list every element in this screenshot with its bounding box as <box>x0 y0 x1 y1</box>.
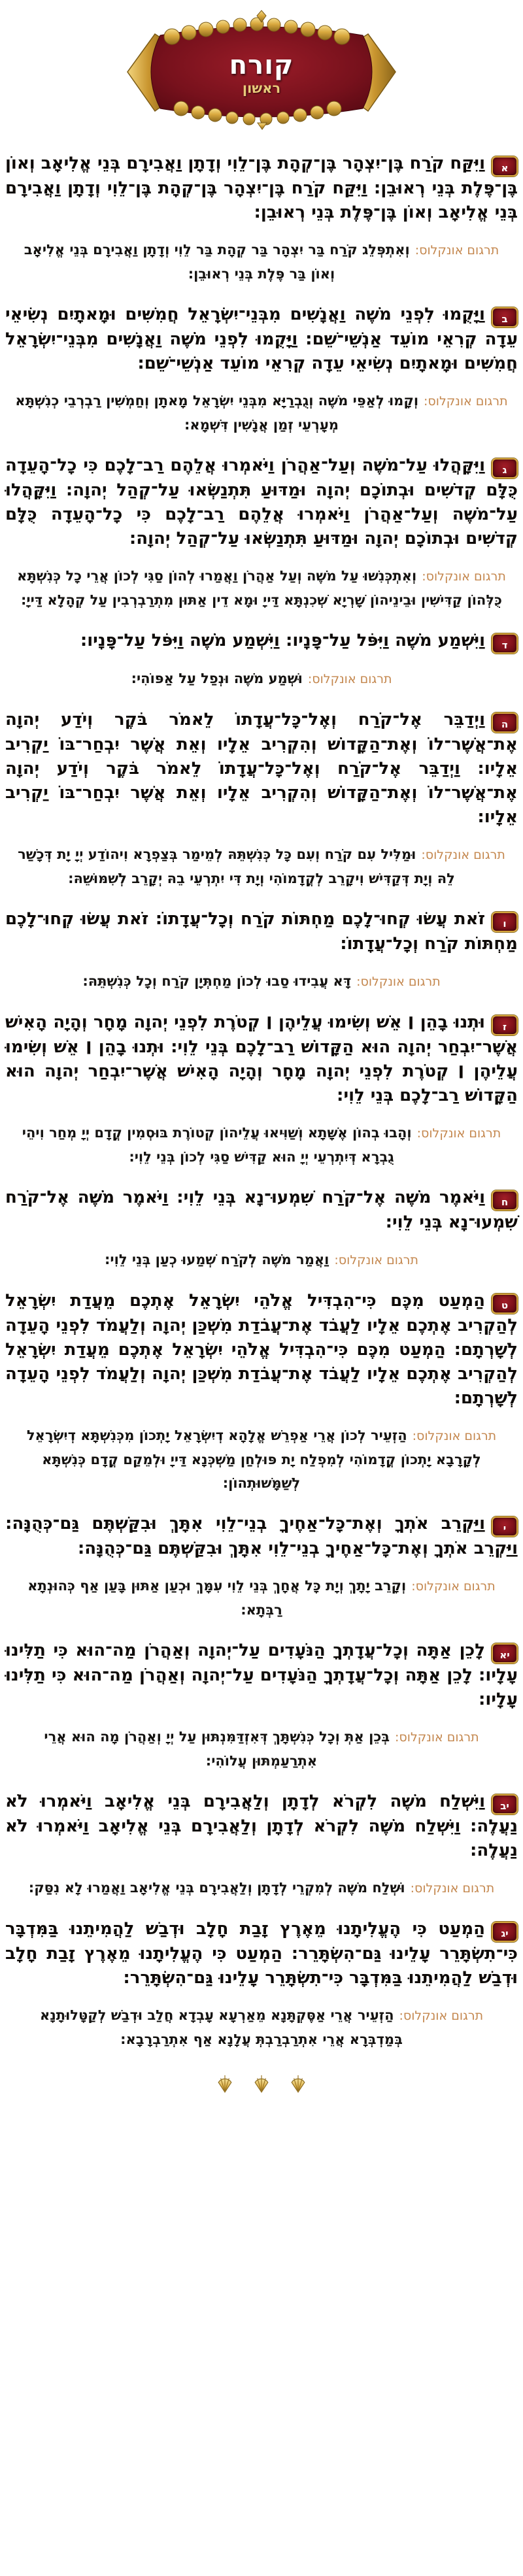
targum-words: וּשְׁלַח מֹשֶׁה לְמִקְרֵי לְדָתָן וְלַאֲבִירָם בְּנֵי אֱלִיאָב וַאֲמַרוּ לָא נִסַּק: <box>28 1880 405 1896</box>
mikra-text <box>5 1011 518 1108</box>
verse-block-6 <box>5 907 518 994</box>
verse-number-letter: ה <box>501 718 509 730</box>
targum-paragraph <box>12 1574 511 1622</box>
mikra-words: זֹאת עֲשׂוּ קְחוּ־לָכֶם מַחְתּוֹת קֹרַח וְכָל־עֲדָתוֹ: זֹאת עֲשׂוּ קְחוּ־לָכֶם מַחְתּוֹת קֹרַח וְכָל־עֲדָתוֹ: <box>5 909 518 954</box>
verse-block-9 <box>5 1289 518 1495</box>
verse-block-2 <box>5 303 518 437</box>
mikra-text <box>5 303 518 376</box>
verse-block-8 <box>5 1186 518 1272</box>
shell-icon[interactable] <box>288 2073 308 2093</box>
verse-number-badge <box>492 1015 518 1035</box>
mikra-text <box>5 1186 518 1235</box>
mikra-text <box>5 1639 518 1712</box>
verse-number-badge <box>492 712 518 733</box>
verse-number-badge <box>492 156 518 176</box>
shell-icon[interactable] <box>215 2073 235 2093</box>
targum-words: וַאֲמַר מֹשֶׁה לְקֹרַח שְׁמַעוּ כְעַן בְּנֵי לֵוִי: <box>105 1252 329 1267</box>
verse-number-letter: ג <box>502 464 507 476</box>
targum-words: וְקָמוּ לְאַפֵּי מֹשֶׁה וְגֻבְרַיָּא מִבְּנֵי יִשְׂרָאֵל מָאתָן וְחַמְשִׁין רַבְרְבֵי כְנִשְׁתָּא מְעָרְעֵי זְמַן אֲנָשִׁין דִּשְׁמָא: <box>15 393 419 433</box>
mikra-text <box>5 1512 518 1561</box>
verse-block-7 <box>5 1011 518 1169</box>
verse-block-13 <box>5 1917 518 2051</box>
verse-number-badge <box>492 307 518 327</box>
targum-paragraph <box>12 1248 511 1272</box>
mikra-words: וַיִּשְׁמַע מֹשֶׁה וַיִּפֹּל עַל־פָּנָיו: וַיִּשְׁמַע מֹשֶׁה וַיִּפֹּל עַל־פָּנָיו: <box>80 631 485 650</box>
targum-onkelos-label: תרגום אונקלוס: <box>411 1579 496 1594</box>
verse-number-letter: ט <box>501 1299 509 1311</box>
targum-words: דָּא עֲבִידוּ סַבוּ לְכוֹן מַחְתְּיָן קֹרַח וְכָל כְּנִשְׁתֵּהּ: <box>82 973 352 989</box>
targum-onkelos-label: תרגום אונקלוס: <box>395 1730 479 1745</box>
targum-onkelos-label: תרגום אונקלוס: <box>416 1126 501 1141</box>
verse-number-letter: ז <box>502 1021 507 1033</box>
mikra-text <box>5 454 518 551</box>
mikra-words: וַיִּקַּח קֹרַח בֶּן־יִצְהָר בֶּן־קְהָת בֶּן־לֵוִי וְדָתָן וַאֲבִירָם בְּנֵי אֱלִיאָב וְאוֹן בֶּן־פֶּלֶת בְּנֵי רְאוּבֵן: וַיִּקַּח קֹרַח בֶּן־יִצְהָר בֶּן־קְהָת בֶּן־לֵוִי וְדָתָן וַאֲבִירָם בְּנֵי אֱלִיאָב וְאוֹן בֶּן־פֶּלֶת בְּנֵי רְאוּבֵן: <box>5 154 518 222</box>
mikra-text <box>5 629 518 654</box>
mikra-words: וּתְנוּ בָהֵן ׀ אֵשׁ וְשִׂימוּ עֲלֵיהֶן ׀ קְטֹרֶת לִפְנֵי יְהוָה מָחָר וְהָיָה הָאִישׁ אֲשֶׁר־יִבְחַר יְהוָה הוּא הַקָּדוֹשׁ רַב־לָכֶם בְּנֵי לֵוִי: וּתְנוּ בָהֵן ׀ אֵשׁ וְשִׂימוּ עֲלֵיהֶן ׀ קְטֹרֶת לִפְנֵי יְהוָה מָחָר וְהָיָה הָאִישׁ אֲשֶׁר־יִבְחַר יְהוָה הוּא הַקָּדוֹשׁ רַב־לָכֶם בְּנֵי לֵוִי: <box>5 1012 518 1105</box>
verse-number-badge <box>492 1294 518 1314</box>
targum-words: וְקָרֵב יָתָךְ וְיָת כָּל אֲחָךְ בְּנֵי לֵוִי עִמָּךְ וּכְעַן אַתּוּן בָּעַן אַף כְּהוּנְתָא רַבְּתָא: <box>27 1578 407 1618</box>
targum-onkelos-label: תרגום אונקלוס: <box>307 672 392 686</box>
verse-number-letter: יב <box>500 1800 509 1812</box>
targum-paragraph <box>12 843 511 890</box>
verse-number-letter: יא <box>499 1649 510 1661</box>
verse-number-badge <box>492 1794 518 1815</box>
verse-number-letter: יג <box>501 1928 509 1939</box>
targum-onkelos-label: תרגום אונקלוס: <box>414 243 499 258</box>
verse-number-badge <box>492 633 518 654</box>
verse-block-1 <box>5 152 518 286</box>
verse-number-badge <box>492 912 518 932</box>
targum-paragraph <box>12 564 511 612</box>
targum-onkelos-label: תרגום אונקלוס: <box>424 394 508 409</box>
verse-number-badge <box>492 458 518 478</box>
verse-number-badge <box>492 1190 518 1211</box>
targum-paragraph <box>12 1121 511 1169</box>
banner-text <box>121 9 402 135</box>
verse-block-3 <box>5 454 518 612</box>
mikra-words: וַיִּקָּהֲלוּ עַל־מֹשֶׁה וְעַל־אַהֲרֹן וַיֹּאמְרוּ אֲלֵהֶם רַב־לָכֶם כִּי כָל־הָעֵדָה כֻּלָּם קְדֹשִׁים וּבְתוֹכָם יְהוָה וּמַדּוּעַ תִּתְנַשְּׂאוּ עַל־קְהַל יְהוָה: וַיִּקָּהֲלוּ עַל־מֹשֶׁה וְעַל־אַהֲרֹן וַיֹּאמְרוּ אֲלֵהֶם רַב־לָכֶם כִּי כָל־הָעֵדָה כֻּלָּם קְדֹשִׁים וּבְתוֹכָם יְהוָה וּמַדּוּעַ תִּתְנַשְּׂאוּ עַל־קְהַל יְהוָה: <box>5 456 518 548</box>
verse-block-10 <box>5 1512 518 1622</box>
verse-number-badge <box>492 1922 518 1942</box>
mikra-words: וַיְדַבֵּר אֶל־קֹרַח וְאֶל־כָּל־עֲדָתוֹ לֵאמֹר בֹּקֶר וְיֹדַע יְהוָה אֶת־אֲשֶׁר־לוֹ וְאֶת־הַקָּדוֹשׁ וְהִקְרִיב אֵלָיו וְאֵת אֲשֶׁר יִבְחַר־בּוֹ יַקְרִיב אֵלָיו: וַיְדַבֵּר אֶל־קֹרַח וְאֶל־כָּל־עֲדָתוֹ לֵאמֹר בֹּקֶר וְיֹדַע יְהוָה אֶת־אֲשֶׁר־לוֹ וְאֶת־הַקָּדוֹשׁ וְהִקְרִיב אֵלָיו וְאֵת אֲשֶׁר יִבְחַר־בּוֹ יַקְרִיב אֵלָיו: <box>5 710 518 827</box>
targum-words: הַזְעֵיר לְכוֹן אֲרֵי אַפְרֵשׁ אֱלָהָא דְיִשְׂרָאֵל יָתְכוֹן מִכְּנִשְׁתָּא דְיִשְׂרָאֵל לְקָרָבָא יָתְכוֹן קֳדָמוֹהִי לְמִפְלַח יָת פּוּלְחַן מַשְׁכְּנָא דַּייָ וּלְמֵקַם קֳדָם כְּנִשְׁתָּא לְשַׁמָּשׁוּתְהוֹן: <box>26 1428 481 1491</box>
verse-block-12 <box>5 1790 518 1900</box>
verse-number-letter: ד <box>501 639 508 651</box>
targum-words: וְאִתְפְּלֵג קֹרַח בַּר יִצְהָר בַּר קְהָת בַּר לֵוִי וְדָתָן וַאֲבִירָם בְּנֵי אֱלִיאָב וְאוֹן בַּר פֶּלֶת בְּנֵי רְאוּבֵן: <box>24 242 410 282</box>
targum-onkelos-label: תרגום אונקלוס: <box>334 1253 418 1267</box>
targum-paragraph <box>12 1725 511 1773</box>
mikra-text <box>5 708 518 829</box>
mikra-words: הַמְעַט כִּי הֶעֱלִיתָנוּ מֵאֶרֶץ זָבַת חָלָב וּדְבַשׁ לַהֲמִיתֵנוּ בַּמִּדְבָּר כִּי־תִשְׂתָּרֵר עָלֵינוּ גַּם־הִשְׂתָּרֵר: הַמְעַט כִּי הֶעֱלִיתָנוּ מֵאֶרֶץ זָבַת חָלָב וּדְבַשׁ לַהֲמִיתֵנוּ בַּמִּדְבָּר כִּי־תִשְׂתָּרֵר עָלֵינוּ גַּם־הִשְׂתָּרֵר: <box>5 1919 518 1988</box>
mikra-words: וַיֹּאמֶר מֹשֶׁה אֶל־קֹרַח שִׁמְעוּ־נָא בְּנֵי לֵוִי: וַיֹּאמֶר מֹשֶׁה אֶל־קֹרַח שִׁמְעוּ־נָא בְּנֵי לֵוִי: <box>5 1188 518 1232</box>
targum-paragraph <box>12 667 511 691</box>
verse-number-letter: י <box>503 1522 507 1534</box>
verse-number-letter: א <box>501 162 509 174</box>
verse-block-5 <box>5 708 518 890</box>
verse-number-badge <box>492 1516 518 1537</box>
mikra-text <box>5 152 518 225</box>
targum-onkelos-label: תרגום אונקלוס: <box>410 1881 495 1896</box>
mikra-text <box>5 1790 518 1863</box>
verse-number-letter: ב <box>501 313 508 325</box>
targum-paragraph <box>12 238 511 286</box>
mikra-text <box>5 907 518 956</box>
targum-words: וּשְׁמַע מֹשֶׁה וּנְפַל עַל אַפּוֹהִי: <box>131 671 303 686</box>
targum-paragraph <box>12 969 511 994</box>
verses-content <box>0 152 523 2051</box>
shell-icon[interactable] <box>252 2073 271 2093</box>
footer-ornaments <box>0 2073 523 2093</box>
mikra-words: וַיַּקְרֵב אֹתְךָ וְאֶת־כָּל־אַחֶיךָ בְנֵי־לֵוִי אִתָּךְ וּבִקַּשְׁתֶּם גַּם־כְּהֻנָּה: וַיַּקְרֵב אֹתְךָ וְאֶת־כָּל־אַחֶיךָ בְנֵי־לֵוִי אִתָּךְ וּבִקַּשְׁתֶּם גַּם־כְּהֻנָּה: <box>5 1514 518 1558</box>
verse-number-letter: ו <box>503 918 507 929</box>
mikra-words: וַיִּשְׁלַח מֹשֶׁה לִקְרֹא לְדָתָן וְלַאֲבִירָם בְּנֵי אֱלִיאָב וַיֹּאמְרוּ לֹא נַעֲלֶה: וַיִּשְׁלַח מֹשֶׁה לִקְרֹא לְדָתָן וְלַאֲבִירָם בְּנֵי אֱלִיאָב וַיֹּאמְרוּ לֹא נַעֲלֶה: <box>5 1792 518 1860</box>
verse-block-4 <box>5 629 518 691</box>
mikra-text <box>5 1917 518 1990</box>
targum-words: הַזְעֵיר אֲרֵי אַסֶּקְתָּנָא מֵאַרְעָא עָבְדָא חֲלַב וּדְבַשׁ לְקַטָּלוּתָנָא בְּמַדְבְּרָא אֲרֵי אִתְרַבְרַבְתְּ עֲלָנָא אַף אִתְרַבְרָבָא: <box>39 2007 403 2047</box>
targum-paragraph <box>12 1424 511 1495</box>
targum-words: וְאִתְכְּנִשׁוּ עַל מֹשֶׁה וְעַל אַהֲרֹן וַאֲמַרוּ לְהוֹן סַגִּי לְכוֹן אֲרֵי כָל כְּנִשְׁתָּא כֻּלְּהוֹן קַדִּישִׁין וּבֵינֵיהוֹן שָׁרְיָא שְׁכִנְתָּא דַּייָ וּמָא דֵין אַתּוּן מִתְרַבְרְבִין עַל קְהָלָא דַּייָ: <box>17 568 502 608</box>
mikra-words: לָכֵן אַתָּה וְכָל־עֲדָתְךָ הַנֹּעָדִים עַל־יְהוָה וְאַהֲרֹן מַה־הוּא כִּי תַלִּינוּ עָלָיו: לָכֵן אַתָּה וְכָל־עֲדָתְךָ הַנֹּעָדִים עַל־יְהוָה וְאַהֲרֹן מַה־הוּא כִּי תַלִּינוּ עָלָיו: <box>5 1641 518 1709</box>
verse-number-letter: ח <box>501 1196 509 1208</box>
targum-paragraph <box>12 1876 511 1900</box>
mikra-words: וַיָּקֻמוּ לִפְנֵי מֹשֶׁה וַאֲנָשִׁים מִבְּנֵי־יִשְׂרָאֵל חֲמִשִּׁים וּמָאתָיִם נְשִׂיאֵי עֵדָה קְרִאֵי מוֹעֵד אַנְשֵׁי־שֵׁם: וַיָּקֻמוּ לִפְנֵי מֹשֶׁה וַאֲנָשִׁים מִבְּנֵי־יִשְׂרָאֵל חֲמִשִּׁים וּמָאתָיִם נְשִׂיאֵי עֵדָה קְרִאֵי מוֹעֵד אַנְשֵׁי־שֵׁם: <box>5 305 518 373</box>
targum-words: בְּכֵן אַתְּ וְכָל כְּנִשְׁתָּךְ דְּאִזְדַּמִּנְתּוּן עַל יְיָ וְאַהֲרֹן מָה הוּא אֲרֵי אִתְרַעַמְתּוּן עֲלוֹהִי: <box>44 1729 390 1769</box>
banner-wrap <box>0 0 523 135</box>
parsha-banner <box>121 9 402 135</box>
mikra-text <box>5 1289 518 1411</box>
targum-onkelos-label: תרגום אונקלוס: <box>412 1429 497 1443</box>
targum-paragraph <box>12 2003 511 2051</box>
targum-words: וּמַלִּיל עִם קֹרַח וְעִם כָּל כְּנִשְׁתֵּהּ לְמֵימַר בְּצַפְרָא וִיהוֹדַע יְיָ יָת דְּכָשַׁר לֵהּ וְיָת דְּקַדִּישׁ וִיקָרֵב לְקֳדָמוֹהִי וְיָת דִּי יִתְרְעֵי בֵהּ יְקָרֵב לְשִׁמּוּשֵׁהּ: <box>18 846 455 886</box>
targum-onkelos-label: תרגום אונקלוס: <box>399 2009 484 2023</box>
targum-onkelos-label: תרגום אונקלוס: <box>422 569 506 584</box>
mikra-words: הַמְעַט מִכֶּם כִּי־הִבְדִּיל אֱלֹהֵי יִשְׂרָאֵל אֶתְכֶם מֵעֲדַת יִשְׂרָאֵל לְהַקְרִיב אֶתְכֶם אֵלָיו לַעֲבֹד אֶת־עֲבֹדַת מִשְׁכַּן יְהוָה וְלַעֲמֹד לִפְנֵי הָעֵדָה לְשָׁרְתָם: הַמְעַט מִכֶּם כִּי־הִבְדִּיל אֱלֹהֵי יִשְׂרָאֵל אֶתְכֶם מֵעֲדַת יִשְׂרָאֵל לְהַקְרִיב אֶתְכֶם אֵלָיו לַעֲבֹד אֶת־עֲבֹדַת מִשְׁכַּן יְהוָה וְלַעֲמֹד לִפְנֵי הָעֵדָה לְשָׁרְתָם: <box>5 1291 518 1408</box>
targum-onkelos-label: תרגום אונקלוס: <box>421 848 505 862</box>
verse-number-badge <box>492 1643 518 1664</box>
targum-paragraph <box>12 389 511 437</box>
verse-block-11 <box>5 1639 518 1773</box>
targum-words: וְהָבוּ בְהוֹן אֶשָּׁתָא וְשַׁוִּיאוּ עֲלֵיהוֹן קְטוֹרֶת בּוּסְמִין קֳדָם יְיָ מְחַר וִיהֵי גֻבְרָא דְּיִתְרְעֵי יְיָ הוּא קַדִּישׁ סַגִּי לְכוֹן בְּנֵי לֵוִי: <box>22 1125 412 1165</box>
parsha-title: קורח <box>229 50 294 80</box>
aliyah-subtitle: ראשון <box>242 80 281 96</box>
targum-onkelos-label: תרגום אונקלוס: <box>356 975 441 989</box>
